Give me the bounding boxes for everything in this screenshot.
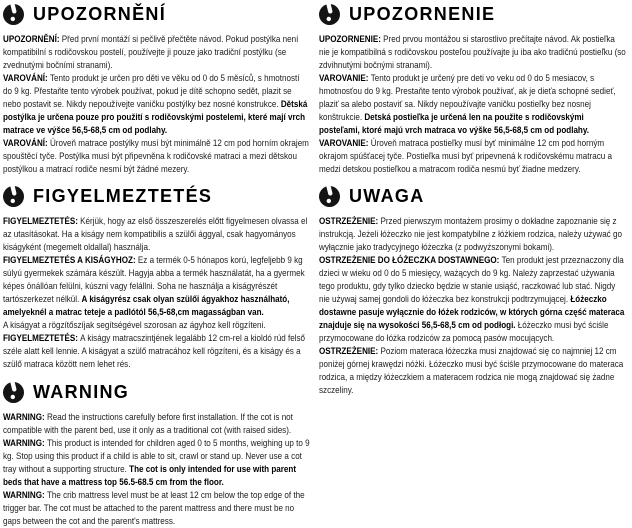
warning-label-bold-text: UPOZORNENIE: [319,34,384,45]
warning-section-slovak [319,3,627,176]
warning-label-bold-text: VAROVÁNÍ: [3,73,50,84]
warning-paragraph [3,437,311,489]
warning-paragraph [3,137,311,176]
warning-paragraph [319,33,627,72]
warning-label-bold-text: UPOZORNĚNÍ: [3,34,62,45]
warning-label-bold-text: FIGYELMEZTETÉS: [3,216,81,227]
warning-label-bold-text: OSTRZEŻENIE: [319,346,381,357]
warning-label-bold-text: OSTRZEŻENIE: [319,216,381,227]
warning-label-bold-text: FIGYELMEZTETÉS A KISÁGYHOZ: [3,255,138,266]
warning-exclamation-circle-icon [3,186,24,207]
warning-paragraph [319,254,627,345]
warning-label-bold-text: VAROVÁNÍ: [3,138,50,149]
warning-label-bold-text: WARNING: [3,412,47,423]
warning-body-text: Úroveň matraca postieľky musí byť minimálne 12 cm pod horným okrajom spúšťacej tyče. Postieľka musí byť pripevnená k rodičovskému matracu a medzi detskou postieľkou a matracom rodiča nesmú byť žiadne medzery. [319,138,612,175]
section-title: WARNING [33,381,130,402]
warning-paragraph [319,137,627,176]
warning-label-bold-text: Detská postieľka je určená len na použite s rodičovskými posteľami, ktoré majú vrch matraca vo výške 56,5-68,5 cm od podlahy. [319,112,590,136]
warning-label-bold-text: WARNING: [3,438,47,449]
section-title: FIGYELMEZTETÉS [33,185,213,206]
section-body [3,33,311,176]
warning-body-text: Úroveň matrace postýlky musí být minimálně 12 cm pod horním okrajem spouštěcí tyče. Postýlka musí být připevněna k rodičovské matraci a mezi dětskou postýlkou a matrací rodiče nesmí být žádné mezery. [3,138,309,175]
warning-body-text: Kérjük, hogy az első összeszerelés előtt figyelmesen olvassa el az utasításokat. Ha a kiságy nem kompatibilis a szülői ággyal, csak hagyományos kiságyként (megemelt oldallal) használja. [3,216,308,253]
warning-label-bold-text: VAROVANIE: [319,73,371,84]
warning-section-czech [3,3,311,176]
section-header [3,185,311,207]
warning-body-text: Poziom materaca łóżeczka musi znajdować się co najmniej 12 cm poniżej górnej krawędzi nóżki. Łóżeczko musi być ściśle przymocowane do materaca rodzica, a między łóżeczkiem a materacem rodzica nie mogą znajdować się żadne szczeliny. [319,346,624,396]
warning-body-text: This product is intended for children aged 0 to 5 months, weighing up to 9 kg. Stop using this product if a child is able to sit, crawl or stand up. Never use a cot tray without a supporting structure. [3,438,310,475]
warning-paragraph [319,215,627,254]
warning-paragraph [3,489,311,528]
section-body [3,215,311,371]
section-title: UWAGA [349,185,425,206]
warning-body-text: Przed pierwszym montażem prosimy o dokładne zapoznanie się z instrukcją. Jeżeli łóżeczko nie jest kompatybilne z łóżkiem rodzica, należy używać go wyłącznie jako tradycyjnego łóżeczka (z podwyższonymi bokami). [319,216,622,253]
warning-label-bold-text: A kiságyrész csak olyan szülői ágyakhoz használható, amelyeknél a matrac teteje a padlótól 56,5-68,cm magasságban van. [3,294,290,318]
warning-body-text: Tento produkt je určený pre deti vo veku od 0 do 5 mesiacov, s hmotnosťou do 9 kg. Prestaňte tento výrobok používať, ak je dieťa schopné sedieť, plaziť sa alebo postaviť sa. Nikdy nepoužívajte vaničku postieľky bez nosnej konštrukcie. [319,73,616,123]
warning-paragraph [319,345,627,397]
section-header [319,3,627,25]
warning-label-bold-text: FIGYELMEZTETÉS: [3,333,81,344]
section-header [3,3,311,25]
warning-section-polish [319,185,627,397]
warning-body-text: The crib mattress level must be at least 12 cm below the top edge of the trigger bar. The cot must be attached to the parent mattress and there must be no gaps between the cot and the parent's mattress. [3,490,305,527]
warning-exclamation-circle-icon [319,4,340,25]
section-title: UPOZORNENIE [349,3,496,24]
section-body [319,215,627,397]
warning-body-text: Před první montáží si pečlivě přečtěte návod. Pokud postýlka není kompatibilní s rodičovskou postelí, používejte ji pouze jako tradiční postýlku (se zvednutými bočními stranami). [3,34,299,71]
warning-body-text: Tento produkt je určen pro děti ve věku od 0 do 5 měsíců, s hmotností do 9 kg. Přestaňte tento výrobek používat, pokud je dítě schopno sedět, plazit se nebo postavit se. Nikdy nepoužívejte vaničku postýlky bez nosné konstrukce. [3,73,300,110]
warning-label-bold-text: VAROVANIE: [319,138,371,149]
warning-body-text: Pred prvou montážou si starostlivo prečítajte návod. Ak postieľka nie je kompatibilná s rodičovskou posteľou používajte ju iba ako tradičnú postieľku (so zdvihnutými bočnými stranami). [319,34,626,71]
warning-exclamation-circle-icon [3,382,24,403]
warning-body-text: A kiságyat a rögzítőszíjak segítségével szorosan az ágyhoz kell rögzíteni. [3,320,266,331]
warning-exclamation-circle-icon [319,186,340,207]
warning-body-text: Ten produkt jest przeznaczony dla dzieci w wieku od 0 do 5 miesięcy, ważących do 9 kg. Należy zaprzestać używania tego produktu, gdy tylko dziecko będzie w stanie usiąść, raczkować lub stać. Nigdy nie używaj samej gondoli do łóżeczka bez konstrukcji podtrzymującej. [319,255,624,305]
warning-paragraph [3,332,311,371]
section-body [319,33,627,176]
warning-paragraph [3,411,311,437]
warning-label-bold-text: WARNING: [3,490,47,501]
warning-exclamation-circle-icon [3,4,24,25]
section-header [319,185,627,207]
warning-paragraph [3,215,311,254]
warning-paragraph [3,254,311,319]
section-header [3,381,311,403]
warning-label-bold-text: Łóżeczko dostawne pasuje wyłącznie do łóżek rodziców, w których górna część materaca znajduje się na wysokości 56,5-68,5 cm od podłogi. [319,294,625,331]
section-body [3,411,311,528]
warning-paragraph [3,33,311,72]
warning-body-text: A kiságy matracszintjének legalább 12 cm-rel a kioldó rúd felső széle alatt kell lennie. A kiságyat a szülő matracához kell rögzíteni, és a kiságy és a szülő matraca között nem lehet rés. [3,333,306,370]
warning-body-text: Łóżeczko musi być ściśle przymocowane do łóżka rodziców za pomocą pasów mocujących. [319,320,609,344]
section-title: UPOZORNĚNÍ [33,3,167,24]
warning-paragraph [319,72,627,137]
warning-section-hungarian [3,185,311,371]
warning-label-bold-text: OSTRZEŻENIE DO ŁÓŻECZKA DOSTAWNEGO: [319,255,502,266]
warning-paragraph [3,72,311,137]
warning-body-text: Read the instructions carefully before first installation. If the cot is not compatible with the parent bed, use it only as a traditional cot (with raised sides). [3,412,293,436]
warning-label-bold-text: The cot is only intended for use with parent beds that have a mattress top 56.5-68.5 cm from the floor. [3,464,297,488]
warning-label-bold-text: Dětská postýlka je určena pouze pro použití s rodičovskými postelemi, které mají vrch matrace ve výšce 56,5-68,5 cm od podlahy. [3,99,308,136]
warning-body-text: Ez a termék 0-5 hónapos korú, legfeljebb 9 kg súlyú gyermekek számára készült. Hagyja abba a termék használatát, ha a gyermek képes önállóan felülni, kúszni vagy felállni. Soha ne használja a kiságyrészét tartószerkezet nélkül. [3,255,305,305]
warning-section-english [3,381,311,528]
warning-paragraph [3,319,311,332]
